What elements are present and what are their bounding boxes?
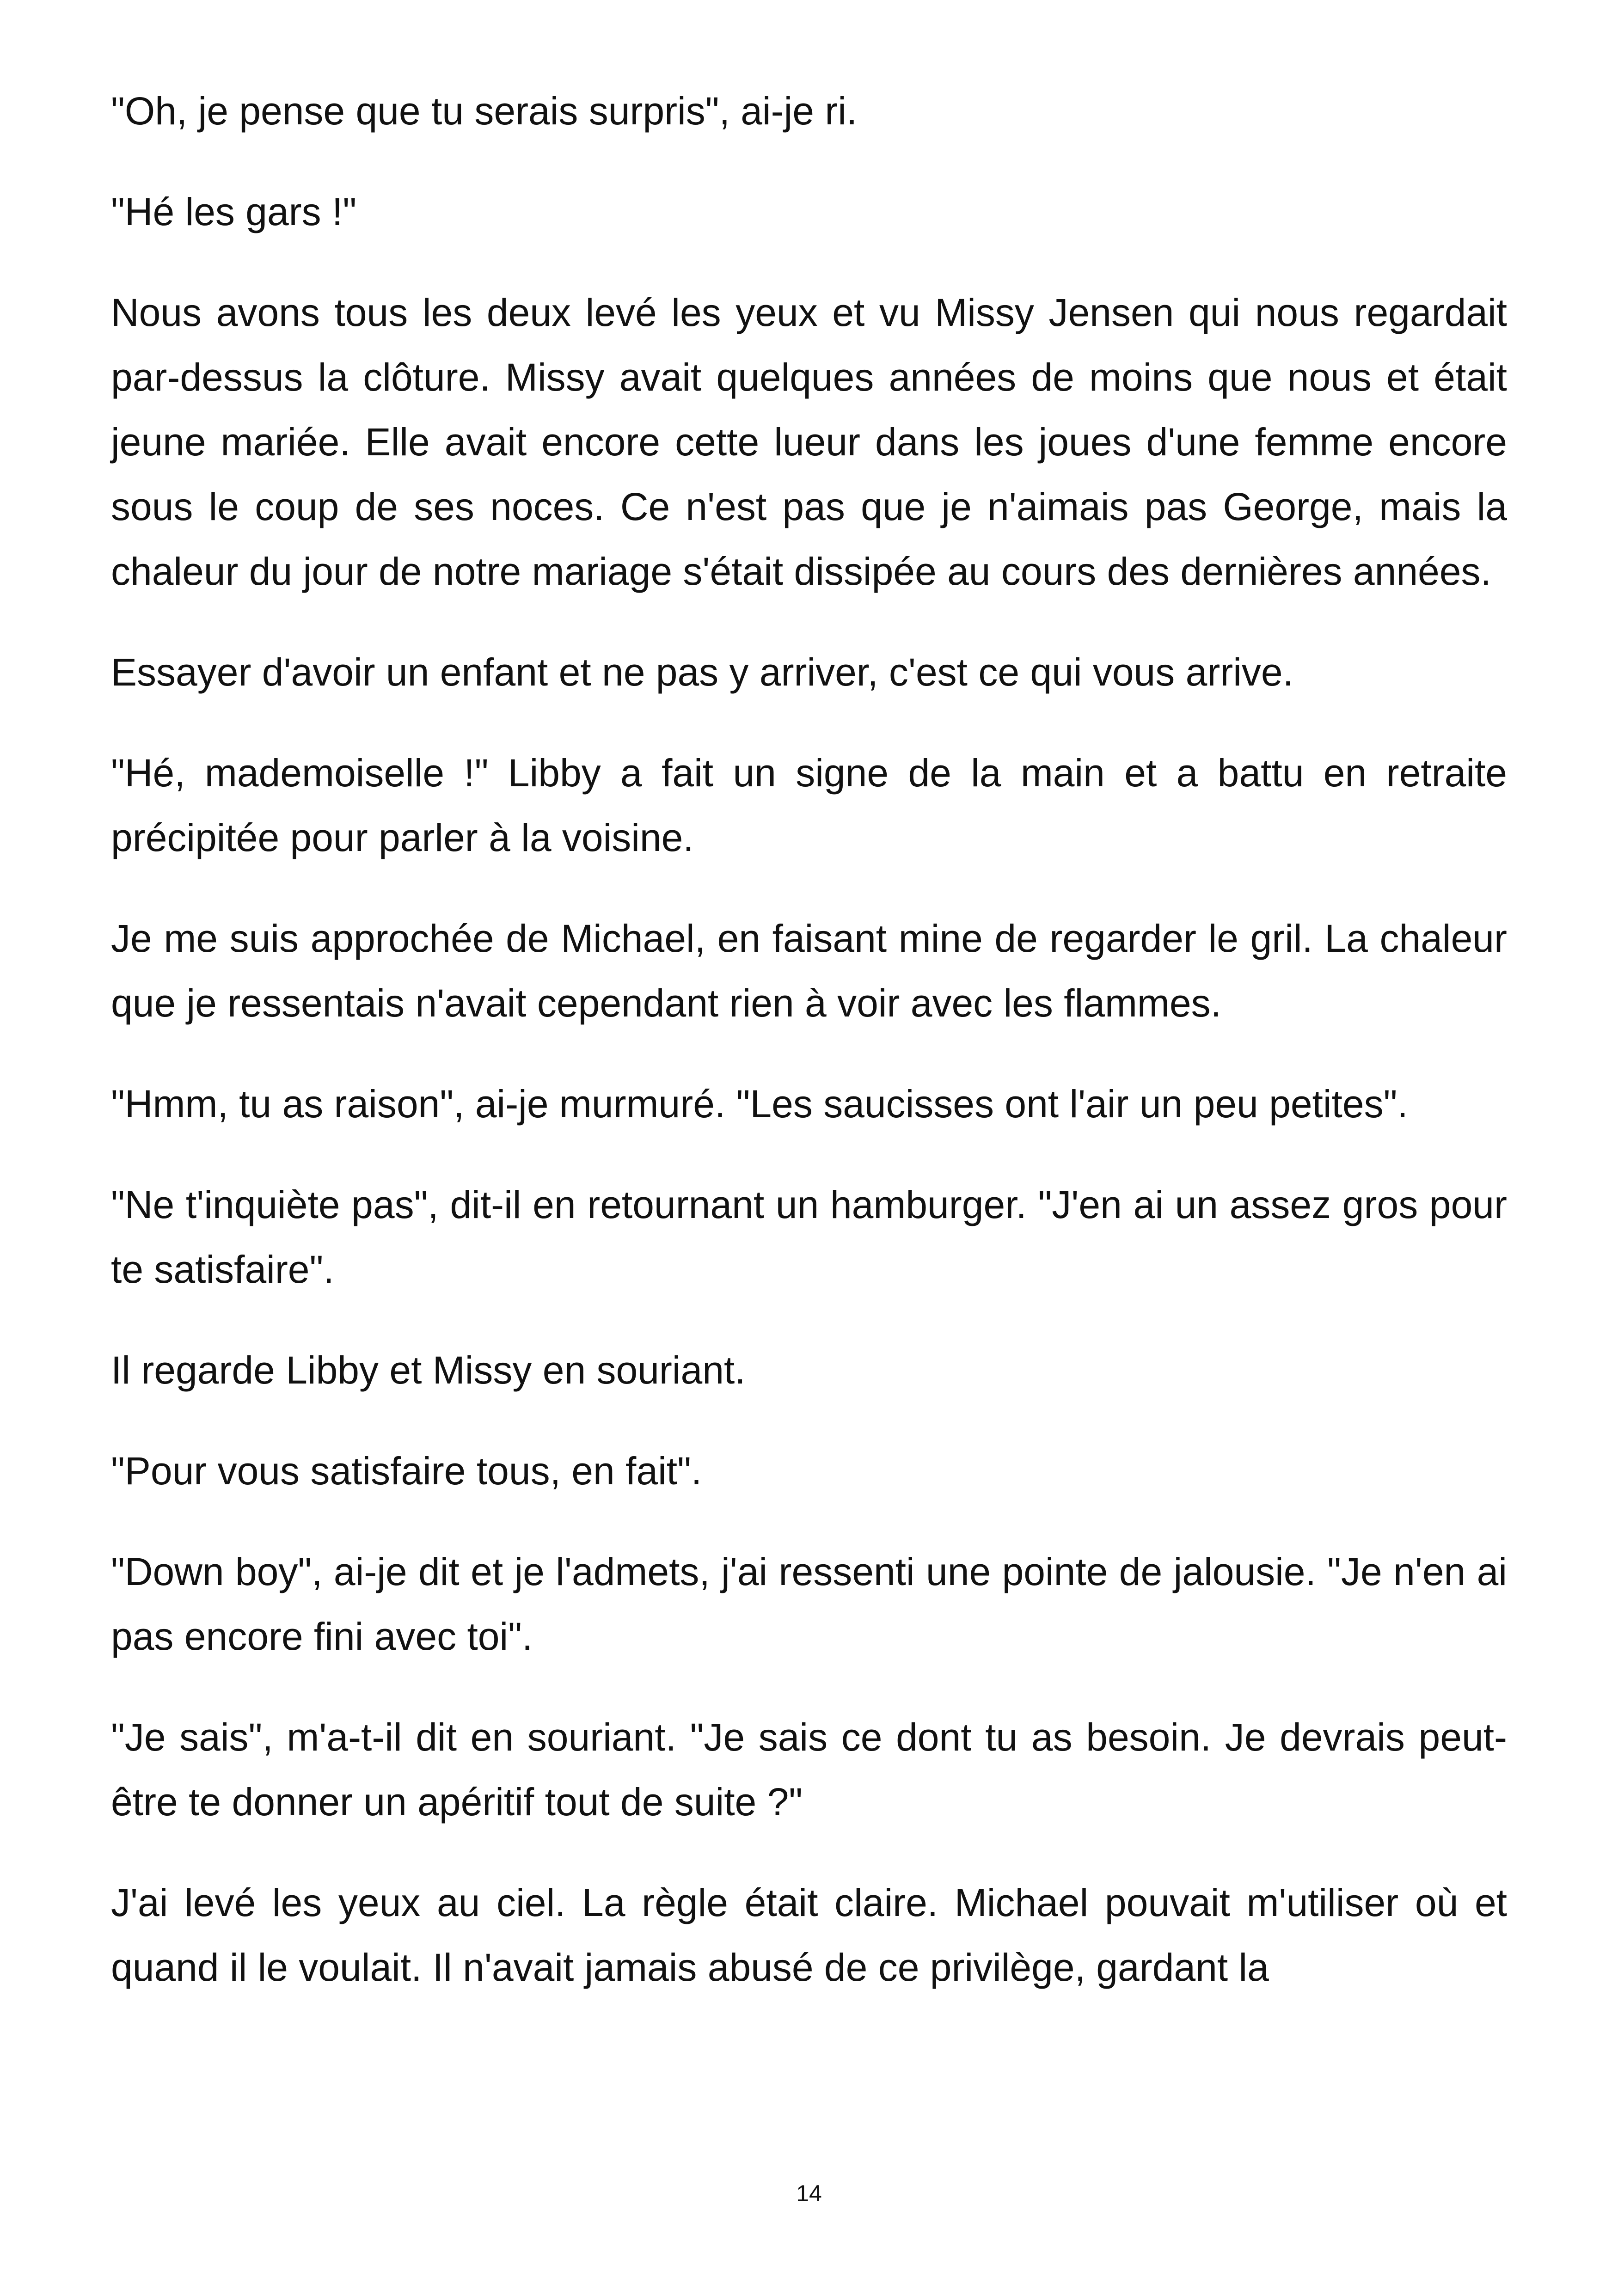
paragraph-5: "Hé, mademoiselle !" Libby a fait un signe de la main et a battu en retraite précipitée pour parler à la voisine. bbox=[111, 751, 1507, 859]
paragraph-3: Nous avons tous les deux levé les yeux et vu Missy Jensen qui nous regardait par-dessus la clôture. Missy avait quelques années de moins que nous et était jeune mariée. Elle avait encore cette lueur dans les joues d'une femme encore sous le coup de ses noces. Ce n'est pas que je n'aimais pas George, mais la chaleur du jour de notre mariage s'était dissipée au cours des dernières années. bbox=[111, 291, 1507, 593]
text-column bbox=[111, 79, 1507, 2036]
paragraph-12: "Je sais", m'a-t-il dit en souriant. "Je sais ce dont tu as besoin. Je devrais peut-être te donner un apéritif tout de suite ?" bbox=[111, 1715, 1507, 1824]
paragraph-10: "Pour vous satisfaire tous, en fait". bbox=[111, 1449, 702, 1493]
paragraph-1: "Oh, je pense que tu serais surpris", ai-je ri. bbox=[111, 89, 858, 133]
paragraph-11: "Down boy", ai-je dit et je l'admets, j'ai ressenti une pointe de jalousie. "Je n'en ai pas encore fini avec toi". bbox=[111, 1550, 1507, 1658]
paragraph-9: Il regarde Libby et Missy en souriant. bbox=[111, 1348, 746, 1392]
paragraph-13: J'ai levé les yeux au ciel. La règle était claire. Michael pouvait m'utiliser où et quand il le voulait. Il n'avait jamais abusé de ce privilège, gardant la bbox=[111, 1881, 1507, 1989]
paragraph-6: Je me suis approchée de Michael, en faisant mine de regarder le gril. La chaleur que je ressentais n'avait cependant rien à voir avec les flammes. bbox=[111, 917, 1507, 1025]
page-number: 14 bbox=[796, 2180, 822, 2206]
paragraph-2: "Hé les gars !" bbox=[111, 190, 357, 233]
paragraph-7: "Hmm, tu as raison", ai-je murmuré. "Les saucisses ont l'air un peu petites". bbox=[111, 1082, 1408, 1126]
paragraph-8: "Ne t'inquiète pas", dit-il en retournant un hamburger. "J'en ai un assez gros pour te satisfaire". bbox=[111, 1183, 1507, 1291]
paragraph-4: Essayer d'avoir un enfant et ne pas y arriver, c'est ce qui vous arrive. bbox=[111, 650, 1293, 694]
